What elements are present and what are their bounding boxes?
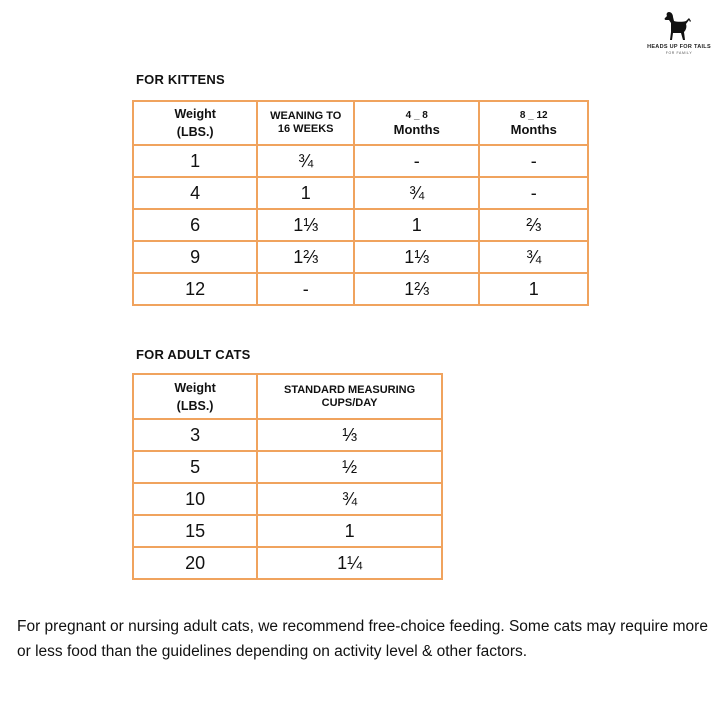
- header-weight: [133, 101, 257, 145]
- header-weaning-line1: WEANING TO: [270, 110, 342, 122]
- header-cups-line1: STANDARD MEASURING: [283, 383, 416, 396]
- feeding-note: For pregnant or nursing adult cats, we recommend free-choice feeding. Some cats may require more or less food than the guidelines depending on activity level & other factors.: [17, 618, 708, 660]
- kittens-table-body: [133, 145, 588, 305]
- adult-table-body: [133, 419, 442, 579]
- header-weight-unit: (LBS.): [176, 398, 214, 413]
- weight-cell: 10: [133, 483, 257, 515]
- header-weight: [133, 374, 257, 419]
- portion-cell: 1¼: [257, 547, 442, 579]
- weight-cell: 3: [133, 419, 257, 451]
- kittens-section-title: FOR KITTENS: [136, 72, 225, 87]
- portion-cell: -: [354, 145, 479, 177]
- header-4-8-unit: Months: [393, 121, 440, 137]
- weight-cell: 4: [133, 177, 257, 209]
- portion-cell: -: [479, 145, 588, 177]
- table-row: [133, 419, 442, 451]
- brand-logo: [646, 10, 712, 55]
- portion-cell: 1⅔: [257, 241, 354, 273]
- portion-cell: 1⅓: [354, 241, 479, 273]
- weight-cell: 6: [133, 209, 257, 241]
- portion-cell: 1⅔: [354, 273, 479, 305]
- logo-name: HEADS UP FOR TAILS: [647, 44, 711, 50]
- portion-cell: ¾: [257, 145, 354, 177]
- portion-cell: ½: [257, 451, 442, 483]
- adult-feeding-table: [132, 373, 443, 580]
- weight-cell: 9: [133, 241, 257, 273]
- weight-cell: 15: [133, 515, 257, 547]
- header-8-12-months: [479, 101, 588, 145]
- header-4-8-range: 4 _ 8: [405, 109, 428, 121]
- header-weight-label: Weight: [174, 380, 216, 395]
- header-8-12-unit: Months: [510, 121, 557, 137]
- header-cups-per-day: [257, 374, 442, 419]
- portion-cell: ¾: [257, 483, 442, 515]
- portion-cell: ⅓: [257, 419, 442, 451]
- portion-cell: ¾: [354, 177, 479, 209]
- table-row: [133, 483, 442, 515]
- portion-cell: 1: [479, 273, 588, 305]
- header-8-12-range: 8 _ 12: [519, 109, 548, 121]
- table-row: [133, 515, 442, 547]
- table-header-row: [133, 101, 588, 145]
- kittens-feeding-table: [132, 100, 589, 306]
- table-row: [133, 177, 588, 209]
- weight-cell: 20: [133, 547, 257, 579]
- portion-cell: ⅔: [479, 209, 588, 241]
- portion-cell: ¾: [479, 241, 588, 273]
- header-weaning-line2: 16 WEEKS: [277, 123, 334, 135]
- portion-cell: -: [257, 273, 354, 305]
- weight-cell: 12: [133, 273, 257, 305]
- weight-cell: 1: [133, 145, 257, 177]
- portion-cell: 1: [257, 177, 354, 209]
- header-4-8-months: [354, 101, 479, 145]
- portion-cell: 1: [257, 515, 442, 547]
- weight-cell: 5: [133, 451, 257, 483]
- logo-tagline: FOR FAMILY: [665, 51, 693, 55]
- portion-cell: 1: [354, 209, 479, 241]
- adult-section-title: FOR ADULT CATS: [136, 347, 251, 362]
- header-weight-unit: (LBS.): [176, 125, 214, 139]
- table-row: [133, 241, 588, 273]
- header-weaning: [257, 101, 354, 145]
- table-header-row: [133, 374, 442, 419]
- table-row: [133, 451, 442, 483]
- portion-cell: 1⅓: [257, 209, 354, 241]
- dog-icon: [662, 10, 696, 42]
- table-row: [133, 145, 588, 177]
- table-row: [133, 547, 442, 579]
- header-weight-label: Weight: [174, 107, 216, 121]
- portion-cell: -: [479, 177, 588, 209]
- header-cups-line2: CUPS/DAY: [321, 396, 378, 409]
- table-row: [133, 273, 588, 305]
- table-row: [133, 209, 588, 241]
